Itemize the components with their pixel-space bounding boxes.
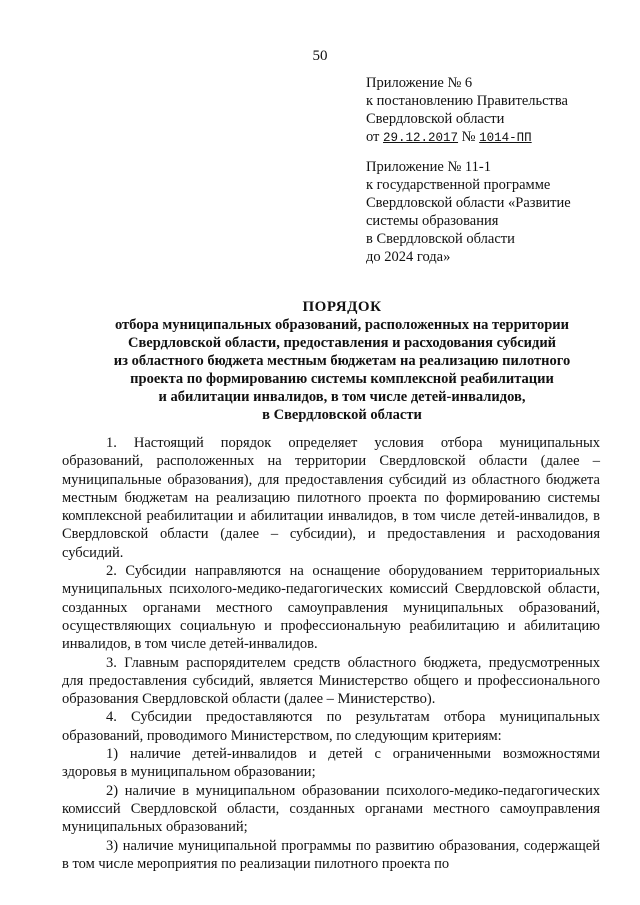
appendix-state-program: [366, 158, 626, 266]
criterion-2: 2) наличие в муниципальном образовании психолого-медико-педагогических комиссий Свердловской области, созданных органами местного самоуправления муниципальных образований;: [62, 782, 600, 836]
appendix-date-line: [366, 128, 626, 147]
title-line: проекта по формированию системы комплексной реабилитации: [130, 371, 554, 387]
appendix-line: к государственной программе: [366, 177, 551, 193]
appendix-line: Свердловской области: [366, 111, 505, 127]
paragraph-2: 2. Субсидии направляются на оснащение оборудованием территориальных муниципальных психолого-медико-педагогических комиссий Свердловской области, созданных органами местного самоуправления муниципальных образований, осуществляющих социальную и профессиональную реабилитацию и абилитацию инвалидов, в том числе детей-инвалидов.: [62, 563, 600, 653]
title-line: Свердловской области, предоставления и расходования субсидий: [127, 335, 557, 351]
title-line: в Свердловской области: [262, 407, 422, 423]
criterion-3: 3) наличие муниципальной программы по развитию образования, содержащей в том числе мероприятия по реализации пилотного проекта по: [62, 837, 600, 872]
appendix-line: Приложение № 11-1: [366, 159, 491, 175]
document-title: [62, 298, 622, 424]
paragraph-1: 1. Настоящий порядок определяет условия отбора муниципальных образований, расположенных на территории Свердловской области (далее – муниципальные образования), для предоставления субсидий из областного бюджета местным бюджетам на реализацию пилотного проекта по формированию системы комплексной реабилитации и абилитации инвалидов, в том числе детей-инвалидов, в Свердловской области (далее – субсидии), и предоставления и расходования субсидий.: [62, 435, 600, 561]
title-line: из областного бюджета местным бюджетам на реализацию пилотного: [113, 353, 571, 369]
appendix-line: к постановлению Правительства: [366, 93, 568, 109]
number-sign: №: [461, 129, 476, 145]
decree-number: 1014-ПП: [479, 131, 532, 145]
paragraph-3: 3. Главным распорядителем средств областного бюджета, предусмотренных для предоставления субсидий, является Министерство общего и профессионального образования Свердловской области (далее – Министерство).: [62, 654, 600, 708]
title-heading: ПОРЯДОК: [302, 299, 382, 315]
decree-date: 29.12.2017: [383, 131, 459, 145]
title-line: и абилитации инвалидов, в том числе детей-инвалидов,: [158, 389, 526, 405]
appendix-line: Свердловской области «Развитие: [366, 195, 571, 211]
appendix-line: в Свердловской области: [366, 231, 515, 247]
appendix-line: Приложение № 6: [366, 75, 473, 91]
appendix-line: до 2024 года»: [366, 249, 451, 265]
document-body: [62, 434, 600, 873]
criterion-1: 1) наличие детей-инвалидов и детей с ограниченными возможностями здоровья в муниципальном образовании;: [62, 746, 600, 781]
appendix-line: системы образования: [366, 213, 499, 229]
page-number: 50: [312, 48, 328, 64]
title-line: отбора муниципальных образований, расположенных на территории: [115, 317, 569, 333]
date-prefix: от: [366, 129, 380, 145]
appendix-government-decree: [366, 74, 626, 147]
paragraph-4: 4. Субсидии предоставляются по результатам отбора муниципальных образований, проводимого Министерством, по следующим критериям:: [62, 709, 600, 744]
